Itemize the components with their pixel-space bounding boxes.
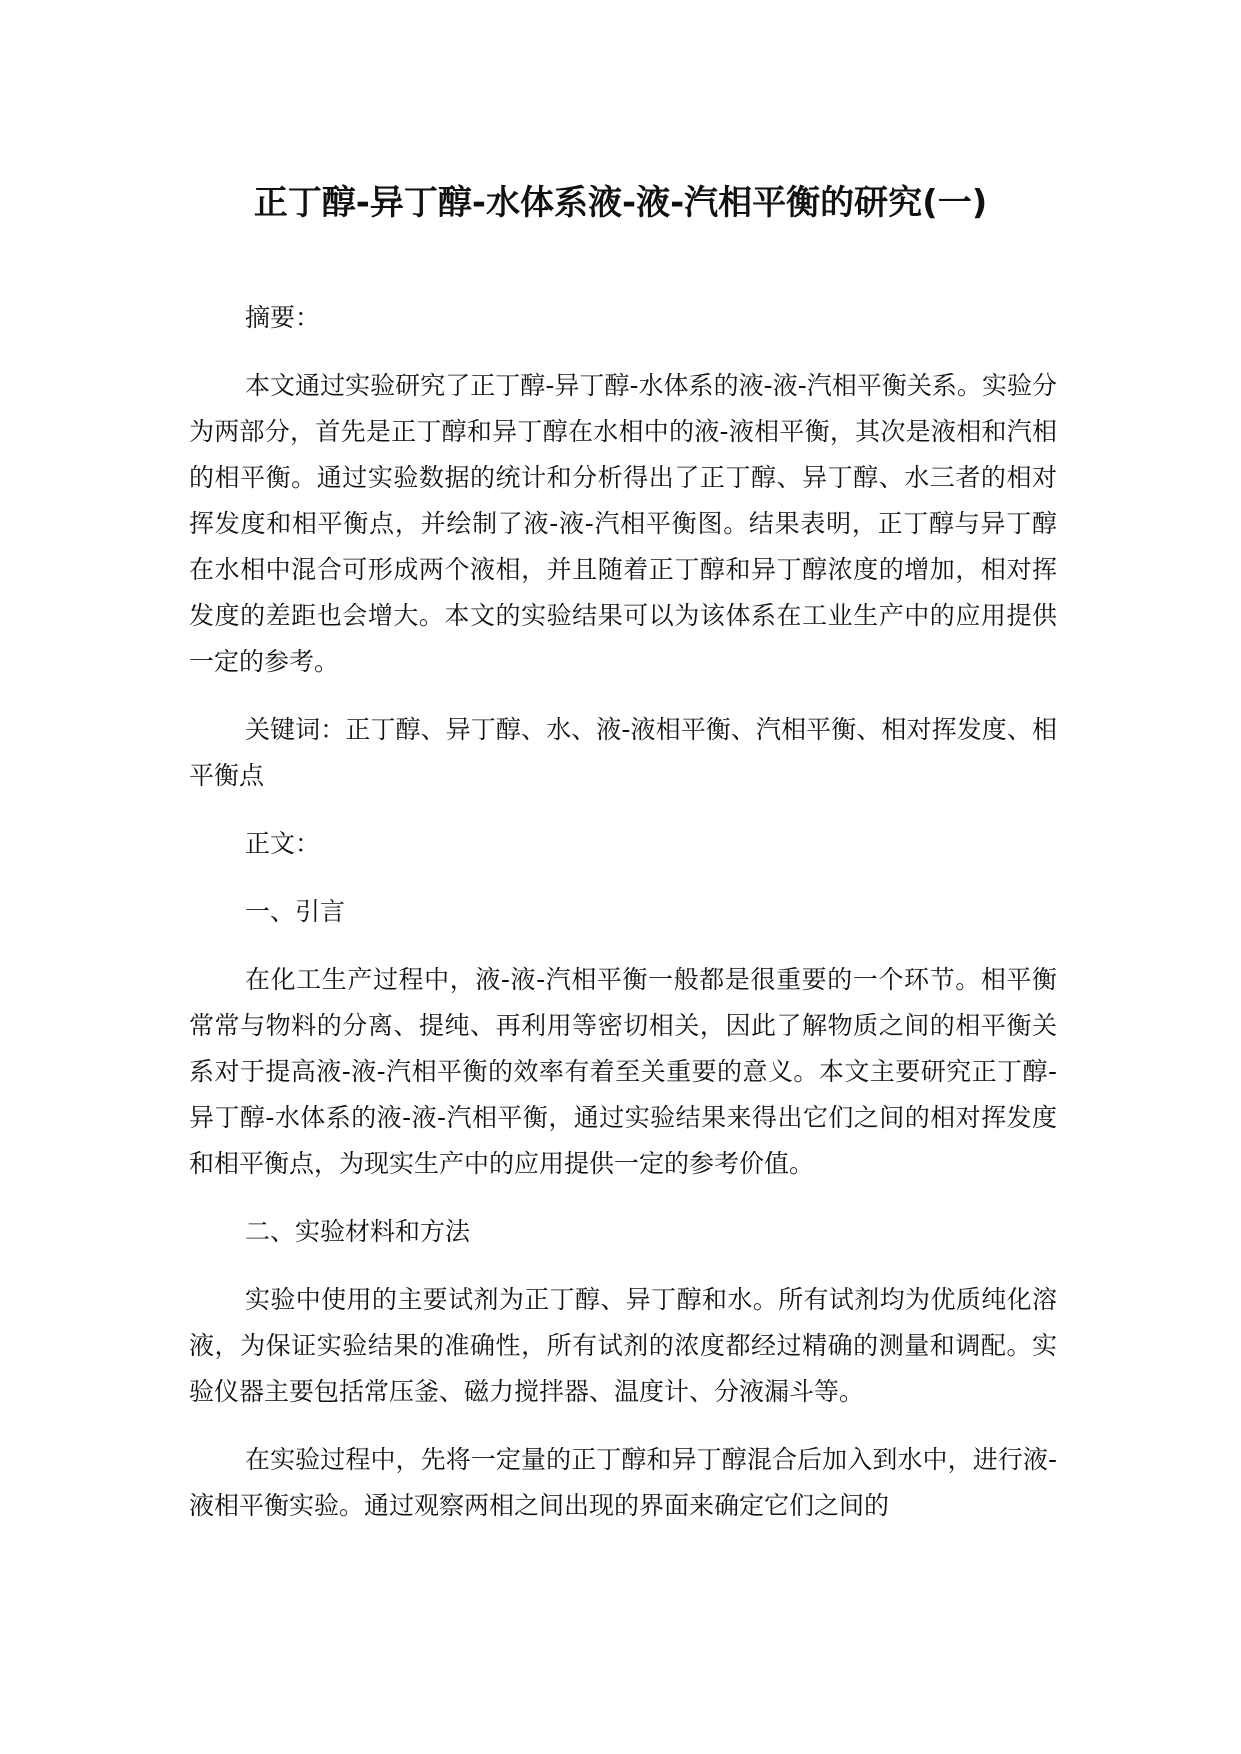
materials-paragraph: 实验中使用的主要试剂为正丁醇、异丁醇和水。所有试剂均为优质纯化溶液，为保证实验结果的准确性，所有试剂的浓度都经过精确的测量和调配。实验仪器主要包括常压釜、磁力搅拌器、温度计、分液漏斗等。 (189, 1285, 1057, 1406)
procedure-paragraph: 在实验过程中，先将一定量的正丁醇和异丁醇混合后加入到水中，进行液-液相平衡实验。通过观察两相之间出现的界面来确定它们之间的 (189, 1445, 1057, 1520)
abstract-paragraph: 本文通过实验研究了正丁醇-异丁醇-水体系的液-液-汽相平衡关系。实验分为两部分，首先是正丁醇和异丁醇在水相中的液-液相平衡，其次是液相和汽相的相平衡。通过实验数据的统计和分析得出了正丁醇、异丁醇、水三者的相对挥发度和相平衡点，并绘制了液-液-汽相平衡图。结果表明，正丁醇与异丁醇在水相中混合可形成两个液相，并且随着正丁醇和异丁醇浓度的增加，相对挥发度的差距也会增大。本文的实验结果可以为该体系在工业生产中的应用提供一定的参考。 (189, 371, 1057, 676)
section-heading-materials-methods: 二、实验材料和方法 (245, 1217, 471, 1246)
introduction-paragraph: 在化工生产过程中，液-液-汽相平衡一般都是很重要的一个环节。相平衡常常与物料的分离、提纯、再利用等密切相关，因此了解物质之间的相平衡关系对于提高液-液-汽相平衡的效率有着至关重要的意义。本文主要研究正丁醇-异丁醇-水体系的液-液-汽相平衡，通过实验结果来得出它们之间的相对挥发度和相平衡点，为现实生产中的应用提供一定的参考价值。 (189, 965, 1057, 1178)
document-body (189, 295, 1057, 1551)
document-title: 正丁醇-异丁醇-水体系液-液-汽相平衡的研究(一) (253, 183, 988, 223)
keywords-paragraph: 关键词：正丁醇、异丁醇、水、液-液相平衡、汽相平衡、相对挥发度、相平衡点 (189, 715, 1057, 790)
abstract-heading: 摘要： (245, 303, 321, 332)
body-heading: 正文： (245, 829, 321, 858)
section-heading-introduction: 一、引言 (245, 897, 346, 926)
